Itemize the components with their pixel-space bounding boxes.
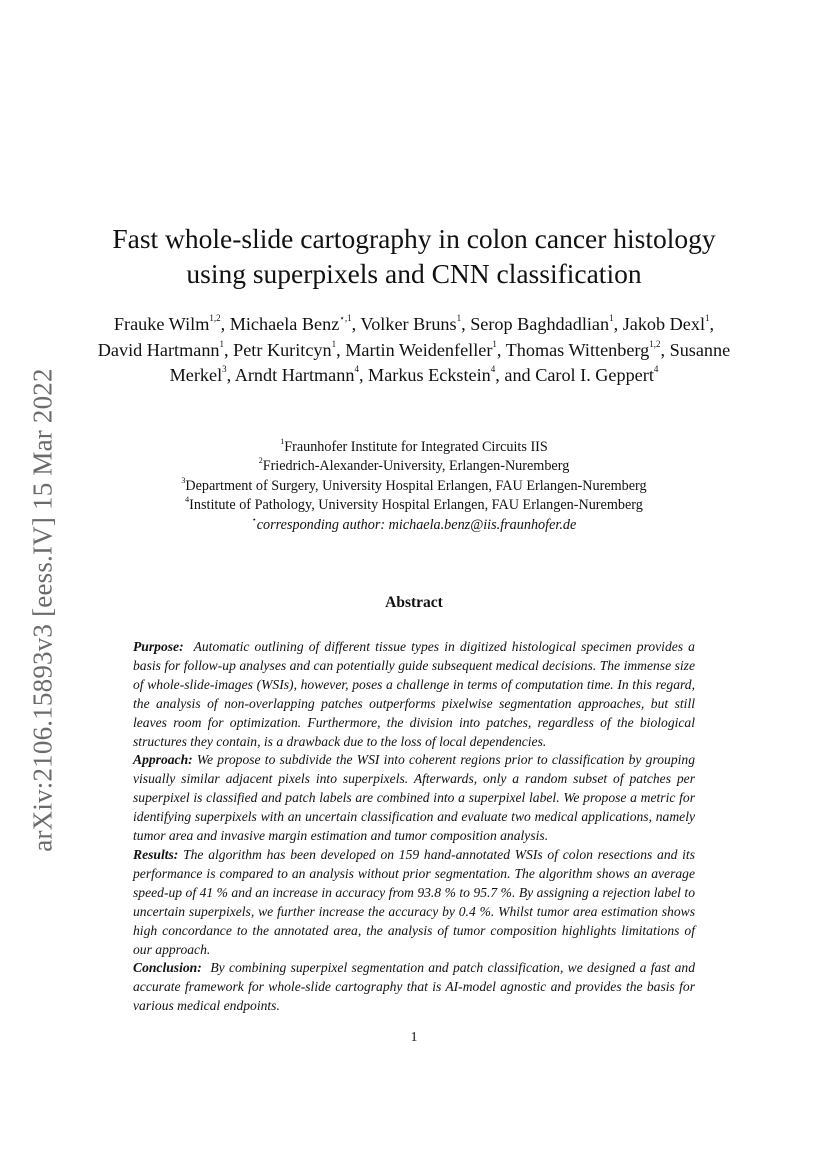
results-text: The algorithm has been developed on 159 hand-annotated WSIs of colon resections and its performance is compared to an analysis without prior segmentation. The algorithm shows an average speed-up of 41 % and an increase in accuracy from 93.8 % to 95.7 %. By assigning a rejection label to uncertain superpixels, we further increase the accuracy by 0.4 %. Whilst tumor area estimation shows high concordance to the annotated area, the analysis of tumor composition highlights limitations of our approach.: [133, 846, 695, 957]
author-affiliation-marker: 4: [354, 364, 359, 374]
author-name: Susanne Merkel: [169, 339, 731, 385]
affiliation-1: $^1$Fraunhofer Institute for Integrated Circuits IIS: [280, 437, 548, 455]
purpose-text: Automatic outlining of different tissue types in digitized histological specimen provides a basis for follow-up analyses and can potentially guide subsequent medical decisions. The immense size of whole-slide-images (WSIs), however, poses a challenge in terms of computation time. In this regard, the analysis of non-overlapping patches outperforms pixelwise segmentation approaches, but still leaves room for optimization. Furthermore, the division into patches, regardless of the biological structures they contain, is a drawback due to the loss of local dependencies.: [133, 639, 695, 749]
author-name: Carol I. Geppert: [535, 365, 654, 385]
title-line-1: Fast whole-slide cartography in colon cancer histology: [112, 223, 716, 254]
affiliation-4: $^4$Institute of Pathology, University Hospital Erlangen, FAU Erlangen-Nuremberg: [185, 495, 643, 514]
author-separator: ,: [224, 339, 234, 360]
author-separator: , and: [495, 365, 536, 385]
author-name: Volker Bruns: [360, 314, 457, 334]
author-separator: ,: [358, 365, 369, 385]
author-affiliation-marker: 1: [609, 313, 614, 323]
author-affiliation-marker: 1,2: [649, 338, 661, 349]
page-number: 1: [410, 1029, 418, 1044]
author-separator: ,: [336, 339, 346, 360]
author-name: Jakob Dexl: [622, 314, 706, 334]
author-affiliation-marker: ⋆,1: [339, 313, 352, 323]
title-line-2: using superpixels and CNN classification: [186, 258, 642, 289]
author-separator: ,: [351, 314, 361, 334]
author-affiliation-marker: 3: [222, 364, 227, 374]
author-separator: ,: [660, 339, 670, 360]
author-name: Martin Weidenfeller: [345, 339, 493, 360]
conclusion-label: Conclusion:: [133, 960, 202, 976]
author-separator: ,: [613, 314, 623, 334]
author-name: Thomas Wittenberg: [505, 339, 650, 360]
author-separator: ,: [226, 365, 235, 385]
author-affiliation-marker: 1: [705, 313, 710, 323]
author-affiliation-marker: 1: [492, 338, 497, 349]
author-name: David Hartmann: [97, 339, 220, 360]
author-name: Petr Kuritcyn: [233, 339, 332, 360]
author-affiliation-marker: 4: [653, 364, 659, 374]
abstract-conclusion: [133, 959, 695, 1016]
arxiv-identifier-stamp[interactable]: arXiv:2106.15893v3 [eess.IV] 15 Mar 2022: [27, 368, 58, 852]
author-affiliation-marker: 4: [490, 364, 496, 374]
author-list: [94, 312, 734, 389]
conclusion-text: By combining superpixel segmentation and patch classification, we designed a fast and accurate framework for whole-slide cartography that is AI-model agnostic and provides the basis for various medical endpoints.: [133, 960, 696, 1014]
author-separator: ,: [709, 314, 715, 334]
corresponding-author: ⋆corresponding author: michaela.benz@iis.fraunhofer.de: [251, 514, 577, 533]
abstract-purpose: [133, 638, 695, 751]
author-separator: ,: [496, 339, 506, 360]
author-affiliation-marker: 1: [331, 338, 337, 349]
abstract-heading: Abstract: [385, 594, 443, 611]
author-separator: ,: [220, 314, 230, 334]
author-name: Serop Baghdadlian: [470, 314, 610, 334]
author-affiliation-marker: 1: [456, 313, 462, 323]
approach-label: Approach:: [133, 752, 193, 768]
affiliation-3: $^3$Department of Surgery, University Hospital Erlangen, FAU Erlangen-Nuremberg: [181, 475, 647, 494]
author-separator: ,: [461, 314, 471, 334]
purpose-label: Purpose:: [133, 639, 184, 654]
approach-text: We propose to subdivide the WSI into coherent regions prior to classification by grouping visually similar adjacent pixels into superpixels. Afterwards, only a random subset of patches per superpixel is classified and patch labels are combined into a superpixel label. We propose a metric for identifying superpixels with an uncertain classification and evaluate two medical applications, namely tumor area and invasive margin estimation and tumor composition analysis.: [133, 752, 696, 844]
results-label: Results:: [133, 846, 179, 862]
author-name: Frauke Wilm: [113, 314, 210, 334]
affiliations: [94, 438, 734, 535]
affiliation-2: $^2$Friedrich-Alexander-University, Erlangen-Nuremberg: [258, 456, 570, 475]
author-name: Michaela Benz: [229, 314, 340, 334]
abstract-body: [133, 638, 695, 1016]
author-affiliation-marker: 1: [219, 338, 225, 349]
paper-title: [84, 221, 744, 291]
author-affiliation-marker: 1,2: [209, 313, 221, 323]
author-name: Arndt Hartmann: [234, 365, 355, 385]
author-name: Markus Eckstein: [368, 365, 491, 385]
abstract-approach: [133, 751, 695, 846]
abstract-results: [133, 846, 695, 959]
